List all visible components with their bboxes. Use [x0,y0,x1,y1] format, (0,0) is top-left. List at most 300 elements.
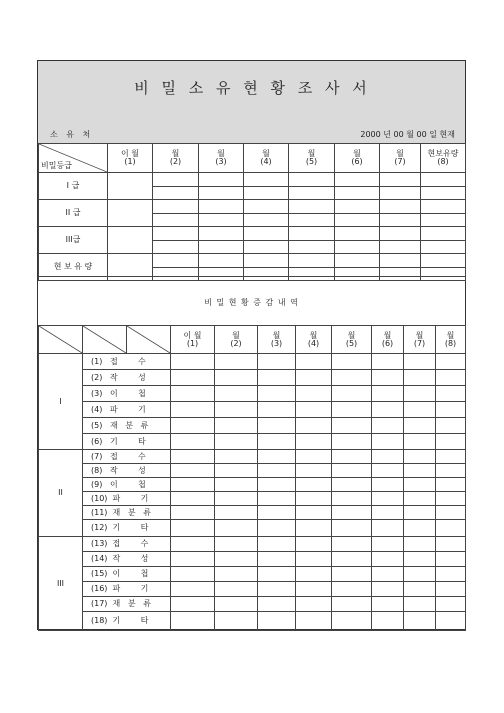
month-cell[interactable] [436,370,466,386]
month-cell[interactable] [171,370,215,386]
month-cell[interactable] [171,450,215,464]
changes-item-row [39,386,466,402]
changes-item-row [39,537,466,552]
month-cell[interactable] [199,227,244,241]
changes-table [38,325,466,631]
change-item-label: (11) 재 분 류 [83,506,171,520]
month-cell[interactable] [153,227,199,241]
month-cell[interactable] [289,241,335,254]
month-cell[interactable] [436,464,466,478]
month-cell[interactable] [215,506,258,520]
changes-item-row [39,582,466,597]
month-cell[interactable] [171,567,215,582]
changes-item-row [39,464,466,478]
col-top: 월 [446,330,455,340]
month-cell[interactable] [171,506,215,520]
month-cell[interactable] [171,537,215,552]
col-bottom: (7) [413,338,426,348]
month-cell[interactable] [380,200,421,214]
diagonal-line-icon [83,326,126,353]
month-cell[interactable] [171,582,215,597]
month-cell[interactable] [335,227,380,241]
holdings-header-row [39,144,466,173]
month-cell[interactable] [436,612,466,631]
month-cell[interactable] [372,386,404,402]
month-cell[interactable] [258,434,296,450]
month-cell[interactable] [215,612,258,631]
col-top: 월 [309,330,318,340]
month-cell[interactable] [258,402,296,418]
month-cell[interactable] [335,187,380,200]
month-cell[interactable] [258,464,296,478]
holdings-row-current [39,254,466,268]
month-cell[interactable] [372,506,404,520]
month-cell[interactable] [153,241,199,254]
month-cell[interactable] [404,612,436,631]
month-cell[interactable] [421,187,466,200]
col-bottom: (4) [307,338,320,348]
month-cell[interactable] [404,597,436,612]
month-cell[interactable] [296,354,332,370]
month-cell[interactable] [335,214,380,227]
month-cell[interactable] [244,173,289,187]
month-cell[interactable] [332,567,372,582]
month-cell[interactable] [372,582,404,597]
month-cell[interactable] [332,434,372,450]
month-cell[interactable] [372,567,404,582]
month-cell[interactable] [289,214,335,227]
holdings-row-grade1 [39,173,466,187]
month-cell[interactable] [289,227,335,241]
month-cell[interactable] [372,537,404,552]
col-bottom: (5) [305,157,318,166]
month-cell[interactable] [258,552,296,567]
col-top: 월 [347,330,356,340]
month-cell[interactable] [332,552,372,567]
month-cell[interactable] [171,354,215,370]
month-cell[interactable] [289,200,335,214]
holdings-row-grade3 [39,227,466,241]
month-cell[interactable] [258,597,296,612]
col-top: 월 [383,330,392,340]
month-cell[interactable] [296,434,332,450]
changes-item-row [39,370,466,386]
month-cell[interactable] [380,254,421,268]
month-cell[interactable] [332,478,372,492]
month-cell[interactable] [372,552,404,567]
month-cell[interactable] [372,597,404,612]
holdings-col-header [380,144,421,173]
month-cell[interactable] [436,354,466,370]
month-cell[interactable] [332,537,372,552]
month-cell[interactable] [404,464,436,478]
month-cell[interactable] [244,254,289,268]
month-cell[interactable] [296,506,332,520]
month-cell[interactable] [380,241,421,254]
col-top: 월 [272,330,281,340]
month-cell[interactable] [436,478,466,492]
holdings-col-header [421,144,466,173]
changes-item-row [39,552,466,567]
month-cell[interactable] [296,597,332,612]
col-bottom: (2) [169,157,182,166]
month-cell[interactable] [171,612,215,631]
section-title: 비 밀 현 황 증 감 내 역 [204,298,299,307]
month-cell[interactable] [215,434,258,450]
month-cell[interactable] [296,552,332,567]
month-cell[interactable] [332,418,372,434]
month-cell[interactable] [372,402,404,418]
changes-col-header [171,326,215,354]
month-cell[interactable] [372,612,404,631]
month-cell[interactable] [258,370,296,386]
month-cell[interactable] [296,612,332,631]
month-cell[interactable] [421,227,466,241]
month-cell[interactable] [258,520,296,537]
month-cell[interactable] [171,418,215,434]
month-cell[interactable] [171,552,215,567]
col-bottom: (3) [215,157,227,166]
holdings-row-grade2 [39,200,466,214]
month-cell[interactable] [171,434,215,450]
month-cell[interactable] [215,450,258,464]
month-cell[interactable] [421,173,466,187]
col-bottom: (6) [351,157,363,166]
month-cell[interactable] [372,418,404,434]
month-cell[interactable] [404,582,436,597]
month-cell[interactable] [332,402,372,418]
changes-col-header [332,326,372,354]
diagonal-line-icon [127,326,170,353]
col-bottom: (8) [437,157,449,166]
month-cell[interactable] [335,254,380,268]
month-cell[interactable] [153,173,199,187]
row-label: II 급 [39,200,108,227]
month-cell[interactable] [404,354,436,370]
month-cell[interactable] [289,254,335,268]
month-cell[interactable] [332,386,372,402]
month-cell[interactable] [436,434,466,450]
col-bottom: (7) [394,157,406,166]
month-cell[interactable] [332,354,372,370]
col-top: 월 [415,330,424,340]
changes-item-row [39,506,466,520]
change-item-label: (13) 접 수 [83,537,171,552]
month-cell[interactable] [332,492,372,506]
month-cell[interactable] [436,386,466,402]
month-cell[interactable] [258,567,296,582]
change-item-label: (7) 접 수 [83,450,171,464]
month-cell[interactable] [296,402,332,418]
month-cell[interactable] [215,464,258,478]
month-cell[interactable] [258,582,296,597]
holdings-col-header [289,144,335,173]
changes-corner-cell [83,326,127,354]
col-top: 월 [171,149,180,158]
row-label: 현 보 유 량 [39,254,108,281]
change-item-label: (6) 기 타 [83,434,171,450]
month-cell[interactable] [296,520,332,537]
month-cell[interactable] [244,214,289,227]
holdings-col-header [244,144,289,173]
changes-item-row [39,434,466,450]
month-cell[interactable] [332,370,372,386]
month-cell[interactable] [215,354,258,370]
month-cell[interactable] [244,200,289,214]
form-title: 비 밀 소 유 현 황 조 사 서 [134,79,369,97]
change-item-label: (4) 파 기 [83,402,171,418]
month-cell[interactable] [372,354,404,370]
change-item-label: (8) 작 성 [83,464,171,478]
month-cell[interactable] [215,567,258,582]
carryover-cell[interactable] [108,173,153,200]
month-cell[interactable] [258,478,296,492]
month-cell[interactable] [171,386,215,402]
row-label: I 급 [39,173,108,200]
month-cell[interactable] [199,200,244,214]
changes-item-row [39,354,466,370]
change-item-label: (16) 파 기 [83,582,171,597]
changes-item-row [39,612,466,631]
holdings-corner-label: 비밀등급 [41,161,72,170]
month-cell[interactable] [296,478,332,492]
changes-item-row [39,567,466,582]
month-cell[interactable] [244,227,289,241]
change-item-label: (2) 작 성 [83,370,171,386]
month-cell[interactable] [332,597,372,612]
changes-col-header [404,326,436,354]
grade-group-label: III [39,537,83,631]
month-cell[interactable] [171,402,215,418]
month-cell[interactable] [296,567,332,582]
month-cell[interactable] [296,386,332,402]
change-item-label: (17) 재 분 류 [83,597,171,612]
month-cell[interactable] [436,402,466,418]
month-cell[interactable] [153,254,199,268]
month-cell[interactable] [199,254,244,268]
month-cell[interactable] [372,370,404,386]
month-cell[interactable] [332,582,372,597]
month-cell[interactable] [404,386,436,402]
change-item-label: (3) 이 첩 [83,386,171,402]
month-cell[interactable] [332,464,372,478]
month-cell[interactable] [421,254,466,268]
col-bottom: (4) [260,157,272,166]
month-cell[interactable] [153,214,199,227]
month-cell[interactable] [380,173,421,187]
col-bottom: (3) [270,338,283,348]
month-cell[interactable] [436,552,466,567]
form-header [38,61,465,143]
month-cell[interactable] [404,520,436,537]
change-item-label: (12) 기 타 [83,520,171,537]
month-cell[interactable] [215,597,258,612]
month-cell[interactable] [199,187,244,200]
col-bottom: (8) [444,338,457,348]
diagonal-line-icon [39,326,82,353]
month-cell[interactable] [404,478,436,492]
col-top: 월 [307,149,316,158]
changes-corner-cell [39,326,83,354]
month-cell[interactable] [436,582,466,597]
change-item-label: (14) 작 성 [83,552,171,567]
month-cell[interactable] [436,492,466,506]
month-cell[interactable] [404,418,436,434]
month-cell[interactable] [332,520,372,537]
month-cell[interactable] [296,492,332,506]
month-cell[interactable] [404,434,436,450]
col-top: 이 월 [121,149,139,158]
col-bottom: (5) [345,338,358,348]
month-cell[interactable] [215,537,258,552]
month-cell[interactable] [258,612,296,631]
month-cell[interactable] [215,478,258,492]
col-top: 월 [353,149,361,158]
month-cell[interactable] [296,370,332,386]
month-cell[interactable] [372,464,404,478]
month-cell[interactable] [258,450,296,464]
month-cell[interactable] [421,241,466,254]
month-cell[interactable] [404,492,436,506]
month-cell[interactable] [258,386,296,402]
month-cell[interactable] [244,241,289,254]
month-cell[interactable] [404,450,436,464]
changes-item-row [39,597,466,612]
survey-form [37,60,466,630]
carryover-cell[interactable] [108,227,153,254]
month-cell[interactable] [404,402,436,418]
change-item-label: (10) 파 기 [83,492,171,506]
month-cell[interactable] [436,520,466,537]
month-cell[interactable] [171,492,215,506]
month-cell[interactable] [199,241,244,254]
changes-item-row [39,520,466,537]
change-item-label: (15) 이 첩 [83,567,171,582]
month-cell[interactable] [296,418,332,434]
col-top: 월 [262,149,270,158]
month-cell[interactable] [215,582,258,597]
changes-item-row [39,450,466,464]
month-cell[interactable] [380,214,421,227]
month-cell[interactable] [332,450,372,464]
month-cell[interactable] [289,173,335,187]
changes-item-row [39,478,466,492]
month-cell[interactable] [421,214,466,227]
holdings-table [38,143,466,281]
holdings-col-header [199,144,244,173]
month-cell[interactable] [199,173,244,187]
month-cell[interactable] [171,464,215,478]
month-cell[interactable] [153,200,199,214]
month-cell[interactable] [436,506,466,520]
month-cell[interactable] [296,582,332,597]
month-cell[interactable] [215,418,258,434]
month-cell[interactable] [335,200,380,214]
month-cell[interactable] [171,478,215,492]
col-top: 이 월 [183,330,202,340]
month-cell[interactable] [296,537,332,552]
change-item-label: (9) 이 첩 [83,478,171,492]
month-cell[interactable] [296,464,332,478]
month-cell[interactable] [404,567,436,582]
owner-label: 소 유 처 [50,130,91,139]
month-cell[interactable] [380,227,421,241]
month-cell[interactable] [153,187,199,200]
month-cell[interactable] [171,520,215,537]
changes-corner-cell [127,326,171,354]
col-bottom: (1) [124,157,136,166]
changes-item-row [39,402,466,418]
month-cell[interactable] [289,187,335,200]
col-top: 현보유량 [427,149,459,158]
month-cell[interactable] [332,612,372,631]
month-cell[interactable] [404,552,436,567]
month-cell[interactable] [335,241,380,254]
grade-group-label: I [39,354,83,450]
month-cell[interactable] [215,552,258,567]
col-bottom: (1) [186,338,199,348]
month-cell[interactable] [436,418,466,434]
changes-col-header [372,326,404,354]
month-cell[interactable] [436,537,466,552]
holdings-corner-cell [39,144,108,173]
month-cell[interactable] [436,450,466,464]
grade-group-label: II [39,450,83,537]
month-cell[interactable] [372,492,404,506]
month-cell[interactable] [404,370,436,386]
month-cell[interactable] [215,492,258,506]
holdings-col-header [335,144,380,173]
month-cell[interactable] [258,418,296,434]
month-cell[interactable] [215,520,258,537]
month-cell[interactable] [199,214,244,227]
changes-item-row [39,418,466,434]
month-cell[interactable] [215,402,258,418]
month-cell[interactable] [215,386,258,402]
month-cell[interactable] [335,173,380,187]
carryover-cell[interactable] [108,200,153,227]
month-cell[interactable] [372,478,404,492]
month-cell[interactable] [404,506,436,520]
month-cell[interactable] [372,520,404,537]
month-cell[interactable] [258,506,296,520]
row-label: III급 [39,227,108,254]
col-top: 월 [396,149,404,158]
month-cell[interactable] [372,434,404,450]
month-cell[interactable] [436,567,466,582]
changes-col-header [215,326,258,354]
month-cell[interactable] [332,506,372,520]
change-item-label: (18) 기 타 [83,612,171,631]
month-cell[interactable] [215,370,258,386]
month-cell[interactable] [258,492,296,506]
month-cell[interactable] [258,354,296,370]
month-cell[interactable] [436,597,466,612]
month-cell[interactable] [244,187,289,200]
month-cell[interactable] [258,537,296,552]
change-item-label: (1) 접 수 [83,354,171,370]
month-cell[interactable] [404,537,436,552]
month-cell[interactable] [372,450,404,464]
month-cell[interactable] [296,450,332,464]
changes-col-header [296,326,332,354]
changes-col-header [436,326,466,354]
month-cell[interactable] [421,200,466,214]
col-top: 월 [232,330,240,340]
month-cell[interactable] [171,597,215,612]
month-cell[interactable] [380,187,421,200]
changes-header-row [39,326,466,354]
